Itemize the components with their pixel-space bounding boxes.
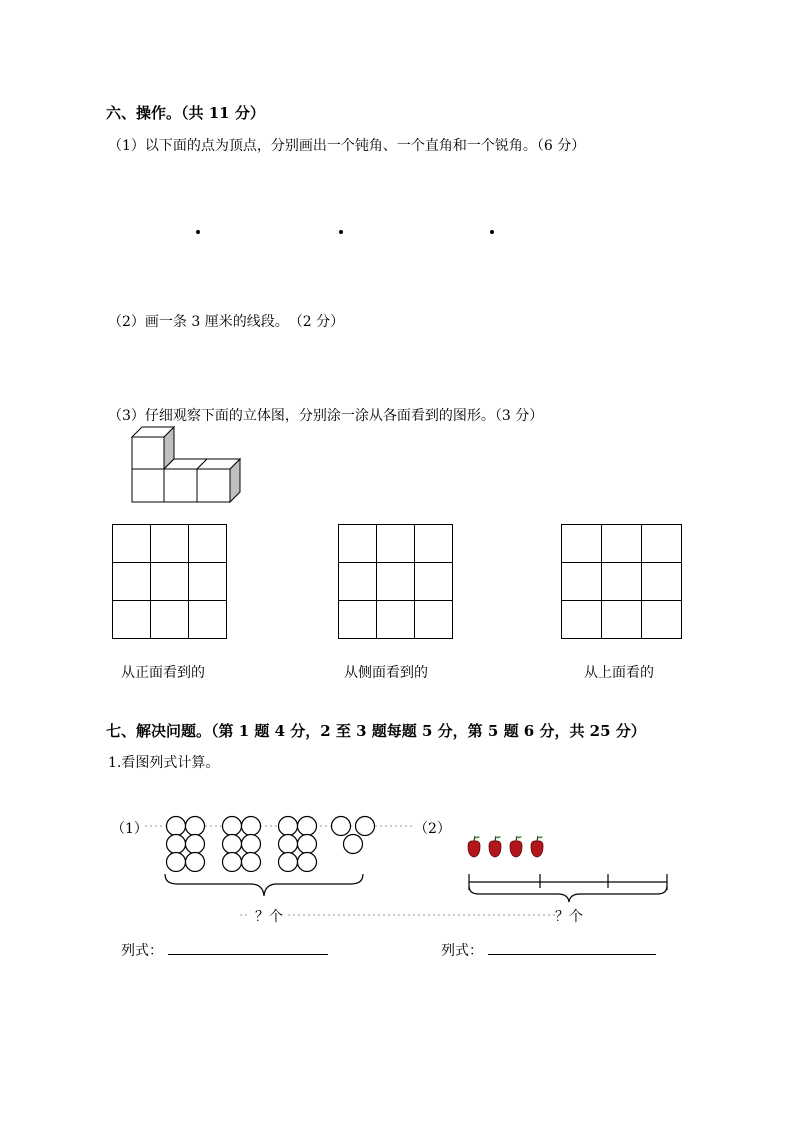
- section7-heading: 七、解决问题。（第 1 题 4 分，2 至 3 题每题 5 分，第 5 题 6 分，共 25 分）: [106, 722, 646, 740]
- circle-group-2: [223, 817, 261, 872]
- side-view-label: 从侧面看到的: [344, 665, 428, 681]
- top-view-label: 从上面看的: [584, 665, 654, 681]
- formula-label-1: 列式：: [121, 943, 163, 959]
- section6-heading: 六、操作。（共 11 分）: [106, 104, 265, 122]
- apple-icon-2: [489, 836, 501, 857]
- part-2-label: （2）: [414, 821, 451, 837]
- vertex-point-3: [490, 230, 494, 234]
- front-view-grid[interactable]: [112, 524, 227, 639]
- top-view-grid[interactable]: [561, 524, 682, 639]
- question-1-text: （1）以下面的点为顶点，分别画出一个钝角、一个直角和一个锐角。（6 分）: [108, 138, 586, 154]
- brace-2: [469, 886, 667, 902]
- segment-line-figure: [464, 868, 679, 908]
- apple-icon-1: [468, 836, 480, 857]
- dotted-guide-bottom: [240, 908, 580, 922]
- problem-1-text: 1.看图列式计算。: [108, 755, 220, 771]
- cube-front-top: [132, 437, 164, 469]
- circle-group-4: [332, 817, 375, 854]
- question-count-2: ？个: [555, 909, 583, 925]
- circle-group-3: [279, 817, 317, 872]
- cube-front-bottom-2: [164, 469, 197, 502]
- cube-front-bottom-3: [197, 469, 230, 502]
- apple-icon-4: [531, 836, 543, 857]
- formula-answer-line-2[interactable]: [488, 954, 656, 955]
- formula-label-2: 列式：: [441, 943, 483, 959]
- apple-icon-3: [510, 836, 522, 857]
- part-1-label: （1）: [111, 821, 148, 837]
- front-view-label: 从正面看到的: [121, 665, 205, 681]
- question-2-text: （2）画一条 3 厘米的线段。 （2 分）: [108, 314, 345, 330]
- cube-front-bottom-1: [132, 469, 164, 502]
- circle-groups-figure: [145, 812, 435, 912]
- brace-1: [165, 874, 363, 896]
- circle-group-1: [167, 817, 205, 872]
- formula-answer-line-1[interactable]: [168, 954, 328, 955]
- cube-figure: [128, 425, 243, 505]
- side-view-grid[interactable]: [338, 524, 453, 639]
- question-count-1: ？个: [255, 909, 283, 925]
- question-3-text: （3）仔细观察下面的立体图，分别涂一涂从各面看到的图形。（3 分）: [108, 408, 544, 424]
- apples-figure: [464, 834, 554, 864]
- vertex-point-1: [196, 230, 200, 234]
- vertex-point-2: [339, 230, 343, 234]
